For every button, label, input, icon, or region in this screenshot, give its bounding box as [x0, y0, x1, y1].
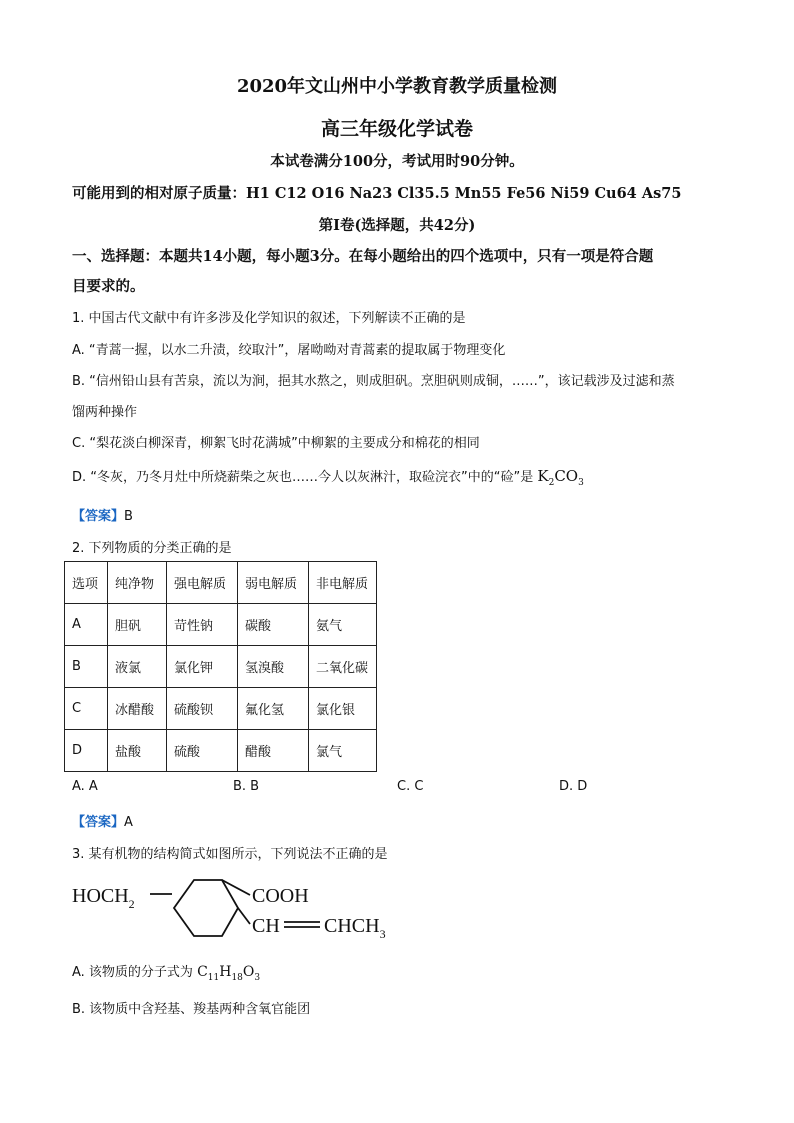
answer-value: A — [124, 815, 133, 830]
section-title: 第I卷(选择题，共42分) — [318, 217, 476, 234]
q1-option-b-cont: 馏两种操作 — [72, 405, 138, 420]
table-cell: 二氧化碳 — [309, 646, 377, 688]
formula-co-sub: 3 — [578, 478, 584, 488]
structure-diagram — [68, 872, 408, 944]
exam-title: 2020年文山州中小学教育教学质量检测 — [236, 76, 558, 97]
atomic-mass-line: 可能用到的相对原子质量：H1 C12 O16 Na23 Cl35.5 Mn55 Fe56 Ni59 Cu64 As75 — [72, 185, 682, 202]
table-cell: 盐酸 — [108, 730, 167, 772]
table-cell: B — [65, 646, 108, 688]
formula-c: C — [197, 964, 208, 980]
table-header-cell: 非电解质 — [309, 562, 377, 604]
table-header-cell: 强电解质 — [167, 562, 238, 604]
table-row — [65, 646, 377, 688]
table-cell: 氨气 — [309, 604, 377, 646]
table-cell: 碳酸 — [238, 604, 309, 646]
table-cell: 氢溴酸 — [238, 646, 309, 688]
table-header-cell: 选项 — [65, 562, 108, 604]
table-cell: 氟化氢 — [238, 688, 309, 730]
table-cell: 液氯 — [108, 646, 167, 688]
formula-c-sub: 11 — [207, 973, 220, 983]
formula-k2co3 — [537, 467, 584, 488]
q1-option-b: B. “信州铅山县有苦泉，流以为涧，挹其水熬之，则成胆矾。烹胆矾则成铜，……”，该记载涉及过滤和蒸 — [72, 374, 675, 389]
exam-info: 本试卷满分100分，考试用时90分钟。 — [270, 153, 524, 170]
table-row — [65, 688, 377, 730]
q1-stem: 1. 中国古代文献中有许多涉及化学知识的叙述，下列解读不正确的是 — [72, 311, 466, 326]
table-cell: 胆矾 — [108, 604, 167, 646]
q1-option-a: A. “青蒿一握，以水二升渍，绞取汁”，屠呦呦对青蒿素的提取属于物理变化 — [72, 343, 506, 358]
table-cell: 苛性钠 — [167, 604, 238, 646]
part-intro-line1: 一、选择题：本题共14小题，每小题3分。在每小题给出的四个选项中，只有一项是符合题 — [72, 248, 654, 265]
classification-table — [64, 561, 377, 772]
table-cell: 硫酸 — [167, 730, 238, 772]
table-cell: 醋酸 — [238, 730, 309, 772]
struct-hoch2: $HOCH_2$ — [72, 885, 135, 911]
formula-co: CO — [554, 467, 579, 485]
q2-option-b: B. B — [233, 779, 260, 794]
table-row — [65, 604, 377, 646]
table-header-cell: 纯净物 — [108, 562, 167, 604]
q3-stem: 3. 某有机物的结构简式如图所示，下列说法不正确的是 — [72, 847, 388, 862]
q3-option-b: B. 该物质中含羟基、羧基两种含氧官能团 — [72, 1002, 311, 1017]
table-header-row — [65, 562, 377, 604]
formula-k-sub: 2 — [548, 478, 555, 488]
q2-option-c: C. C — [397, 779, 424, 794]
q2-option-a: A. A — [72, 779, 98, 794]
q1-answer — [72, 505, 133, 524]
struct-cooh: COOH — [252, 885, 309, 907]
q3-option-a-text: A. 该物质的分子式为 — [72, 965, 198, 980]
table-cell: C — [65, 688, 108, 730]
q2-answer — [72, 811, 133, 830]
table-cell: 氯化钾 — [167, 646, 238, 688]
q1-option-d — [72, 466, 584, 488]
answer-value: B — [124, 509, 133, 524]
q2-option-d: D. D — [559, 779, 588, 794]
table-cell: 冰醋酸 — [108, 688, 167, 730]
part-intro-line2: 目要求的。 — [72, 278, 145, 295]
q1-option-d-text: D. “冬灰，乃冬月灶中所烧薪柴之灰也……今人以灰淋汁，取硷浣衣”中的“硷”是 — [72, 470, 538, 485]
answer-label: 【答案】 — [72, 509, 125, 524]
formula-o-sub: 3 — [254, 973, 261, 983]
formula-k: K — [537, 467, 549, 485]
struct-chch3: $CHCH_3$ — [324, 915, 386, 941]
table-cell: D — [65, 730, 108, 772]
struct-ch: CH — [252, 915, 280, 937]
table-cell: 氯气 — [309, 730, 377, 772]
formula-h: H — [219, 964, 232, 980]
table-row — [65, 730, 377, 772]
q2-stem: 2. 下列物质的分类正确的是 — [72, 541, 232, 556]
formula-h-sub: 18 — [231, 973, 243, 983]
exam-subtitle: 高三年级化学试卷 — [320, 118, 473, 140]
formula-c11h18o3 — [197, 964, 261, 983]
formula-o: O — [242, 964, 255, 980]
table-cell: 氯化银 — [309, 688, 377, 730]
table-cell: A — [65, 604, 108, 646]
q1-option-c: C. “梨花淡白柳深青，柳絮飞时花满城”中柳絮的主要成分和棉花的相同 — [72, 436, 480, 451]
table-header-cell: 弱电解质 — [238, 562, 309, 604]
q3-option-a — [72, 961, 260, 983]
answer-label: 【答案】 — [72, 815, 125, 830]
table-cell: 硫酸钡 — [167, 688, 238, 730]
